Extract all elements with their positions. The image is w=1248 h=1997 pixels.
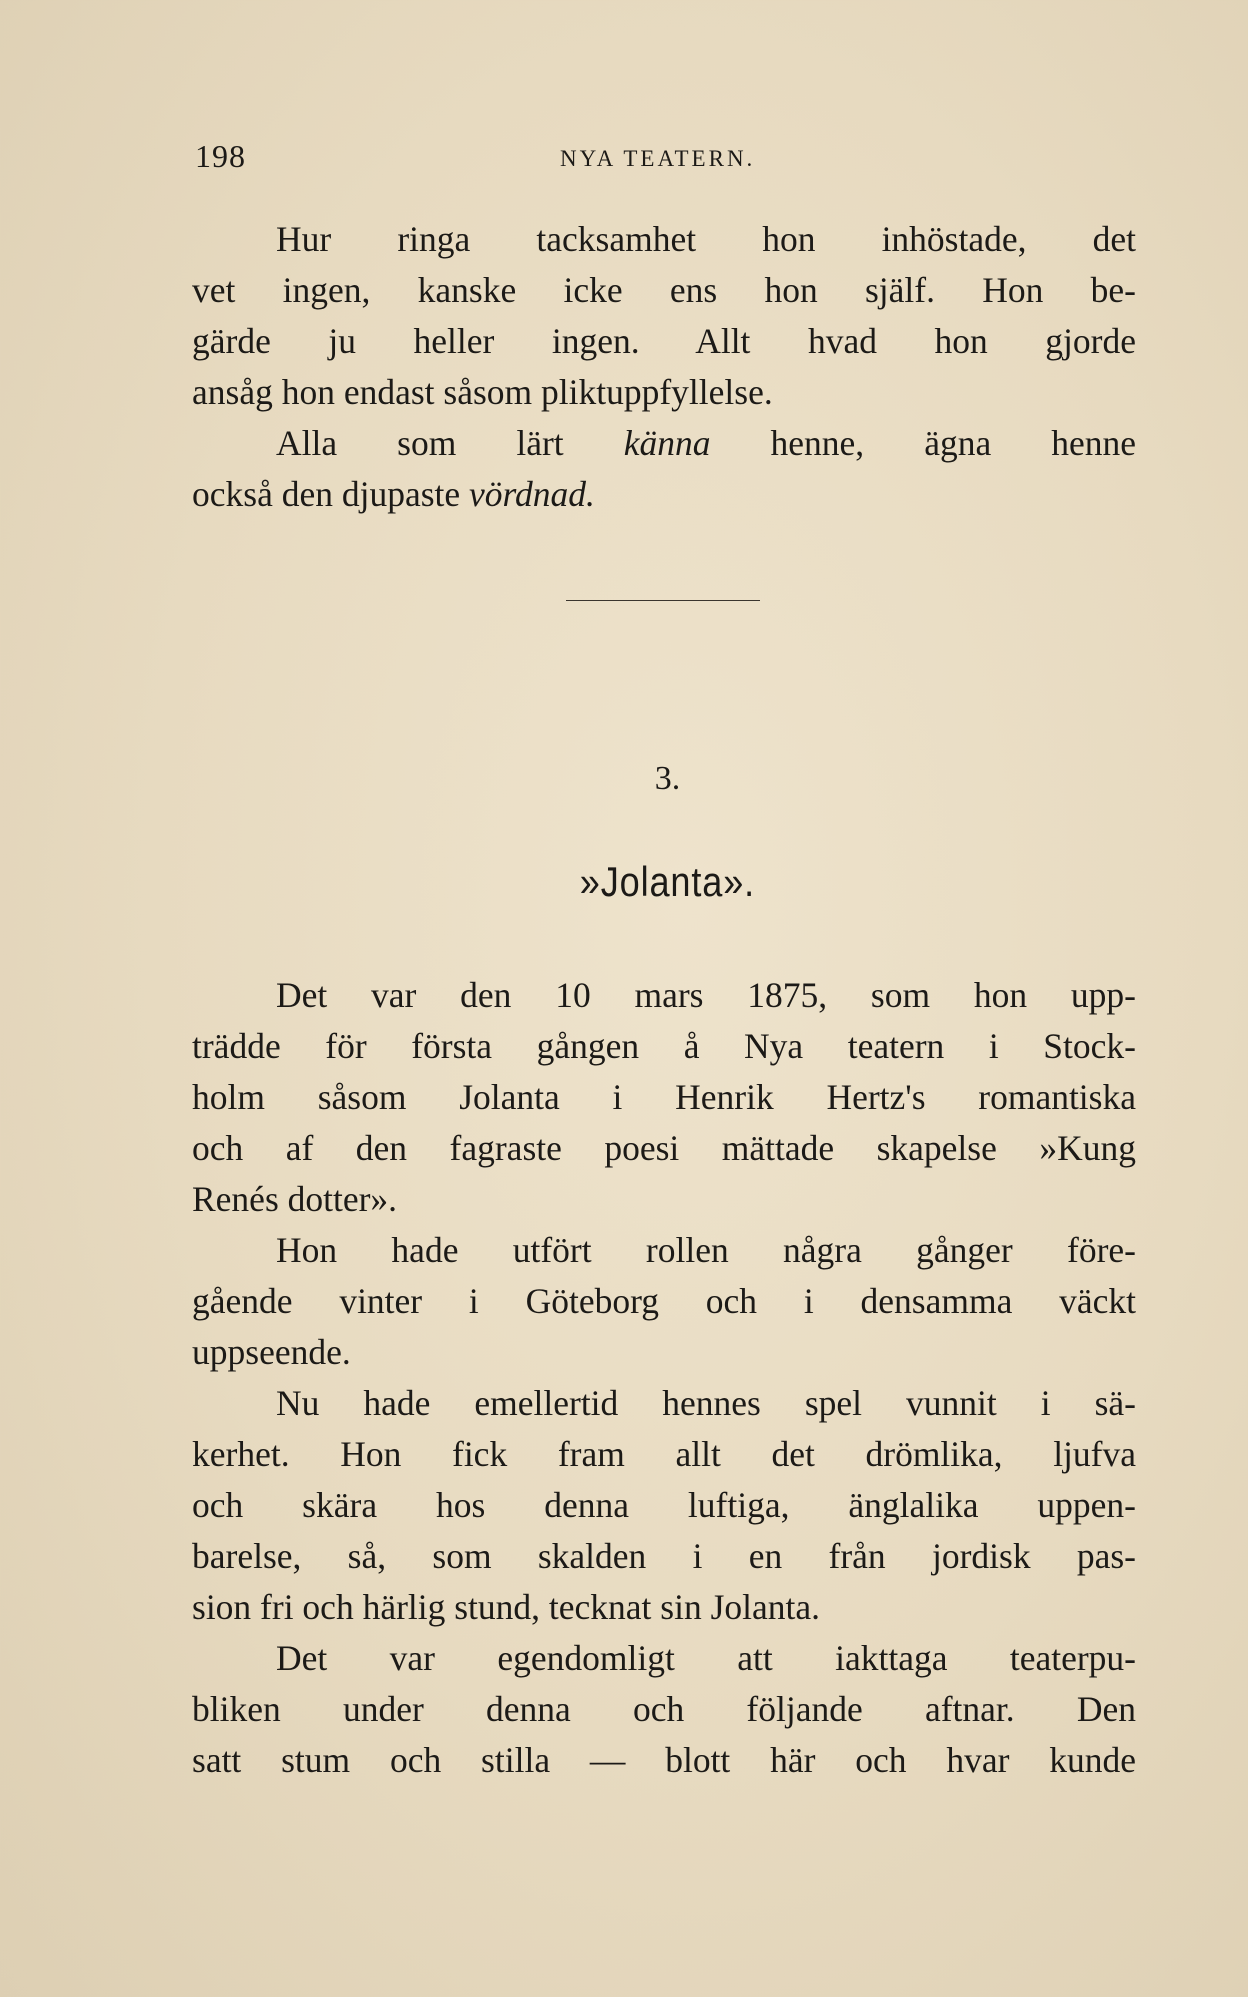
closing-paragraphs — [192, 214, 1136, 520]
text-line: barelse, så, som skalden i en från jordisk pas- — [192, 1536, 1136, 1576]
text-line: gärde ju heller ingen. Allt hvad hon gjorde — [192, 321, 1136, 361]
italic-word: känna — [623, 423, 711, 463]
text-line: och af den fagraste poesi mättade skapelse »Kung — [192, 1128, 1136, 1168]
running-title: NYA TEATERN. — [560, 146, 756, 171]
text-line: bliken under denna och följande aftnar. Den — [192, 1689, 1136, 1729]
text-line — [192, 469, 1136, 520]
text-line: holm såsom Jolanta i Henrik Hertz's romantiska — [192, 1077, 1136, 1117]
section-title: »Jolanta». — [579, 858, 756, 905]
text-line: sion fri och härlig stund, tecknat sin Jolanta. — [192, 1587, 821, 1627]
text-line: Det var egendomligt att iakttaga teaterpu- — [276, 1638, 1136, 1678]
body-paragraphs — [192, 970, 1136, 1786]
text-line: och skära hos denna luftiga, änglalika uppen- — [192, 1485, 1136, 1525]
text-segment: också den djupaste — [192, 474, 470, 514]
text-line: uppseende. — [192, 1332, 351, 1372]
text-line: satt stum och stilla — blott här och hvar kunde — [192, 1740, 1136, 1780]
page-number: 198 — [195, 138, 246, 174]
text-line: Hon hade utfört rollen några gånger före- — [276, 1230, 1136, 1270]
italic-word: vördnad. — [469, 474, 595, 514]
section-divider — [566, 600, 760, 601]
running-header — [195, 138, 1135, 178]
text-line — [192, 418, 1136, 469]
text-line: Nu hade emellertid hennes spel vunnit i sä- — [276, 1383, 1136, 1423]
text-segment: henne, ägna henne — [710, 423, 1137, 463]
text-line: Hur ringa tacksamhet hon inhöstade, det — [276, 219, 1136, 259]
text-line: Renés dotter». — [192, 1179, 398, 1219]
text-line: vet ingen, kanske icke ens hon själf. Hon be- — [192, 270, 1136, 310]
section-number: 3. — [654, 760, 681, 797]
text-line: Det var den 10 mars 1875, som hon upp- — [276, 975, 1136, 1015]
text-line: trädde för första gången å Nya teatern i Stock- — [192, 1026, 1136, 1066]
text-line: ansåg hon endast såsom pliktuppfyllelse. — [192, 372, 773, 412]
text-line: gående vinter i Göteborg och i densamma väckt — [192, 1281, 1136, 1321]
text-segment: Alla som lärt — [276, 423, 624, 463]
text-line: kerhet. Hon fick fram allt det drömlika, ljufva — [192, 1434, 1136, 1474]
